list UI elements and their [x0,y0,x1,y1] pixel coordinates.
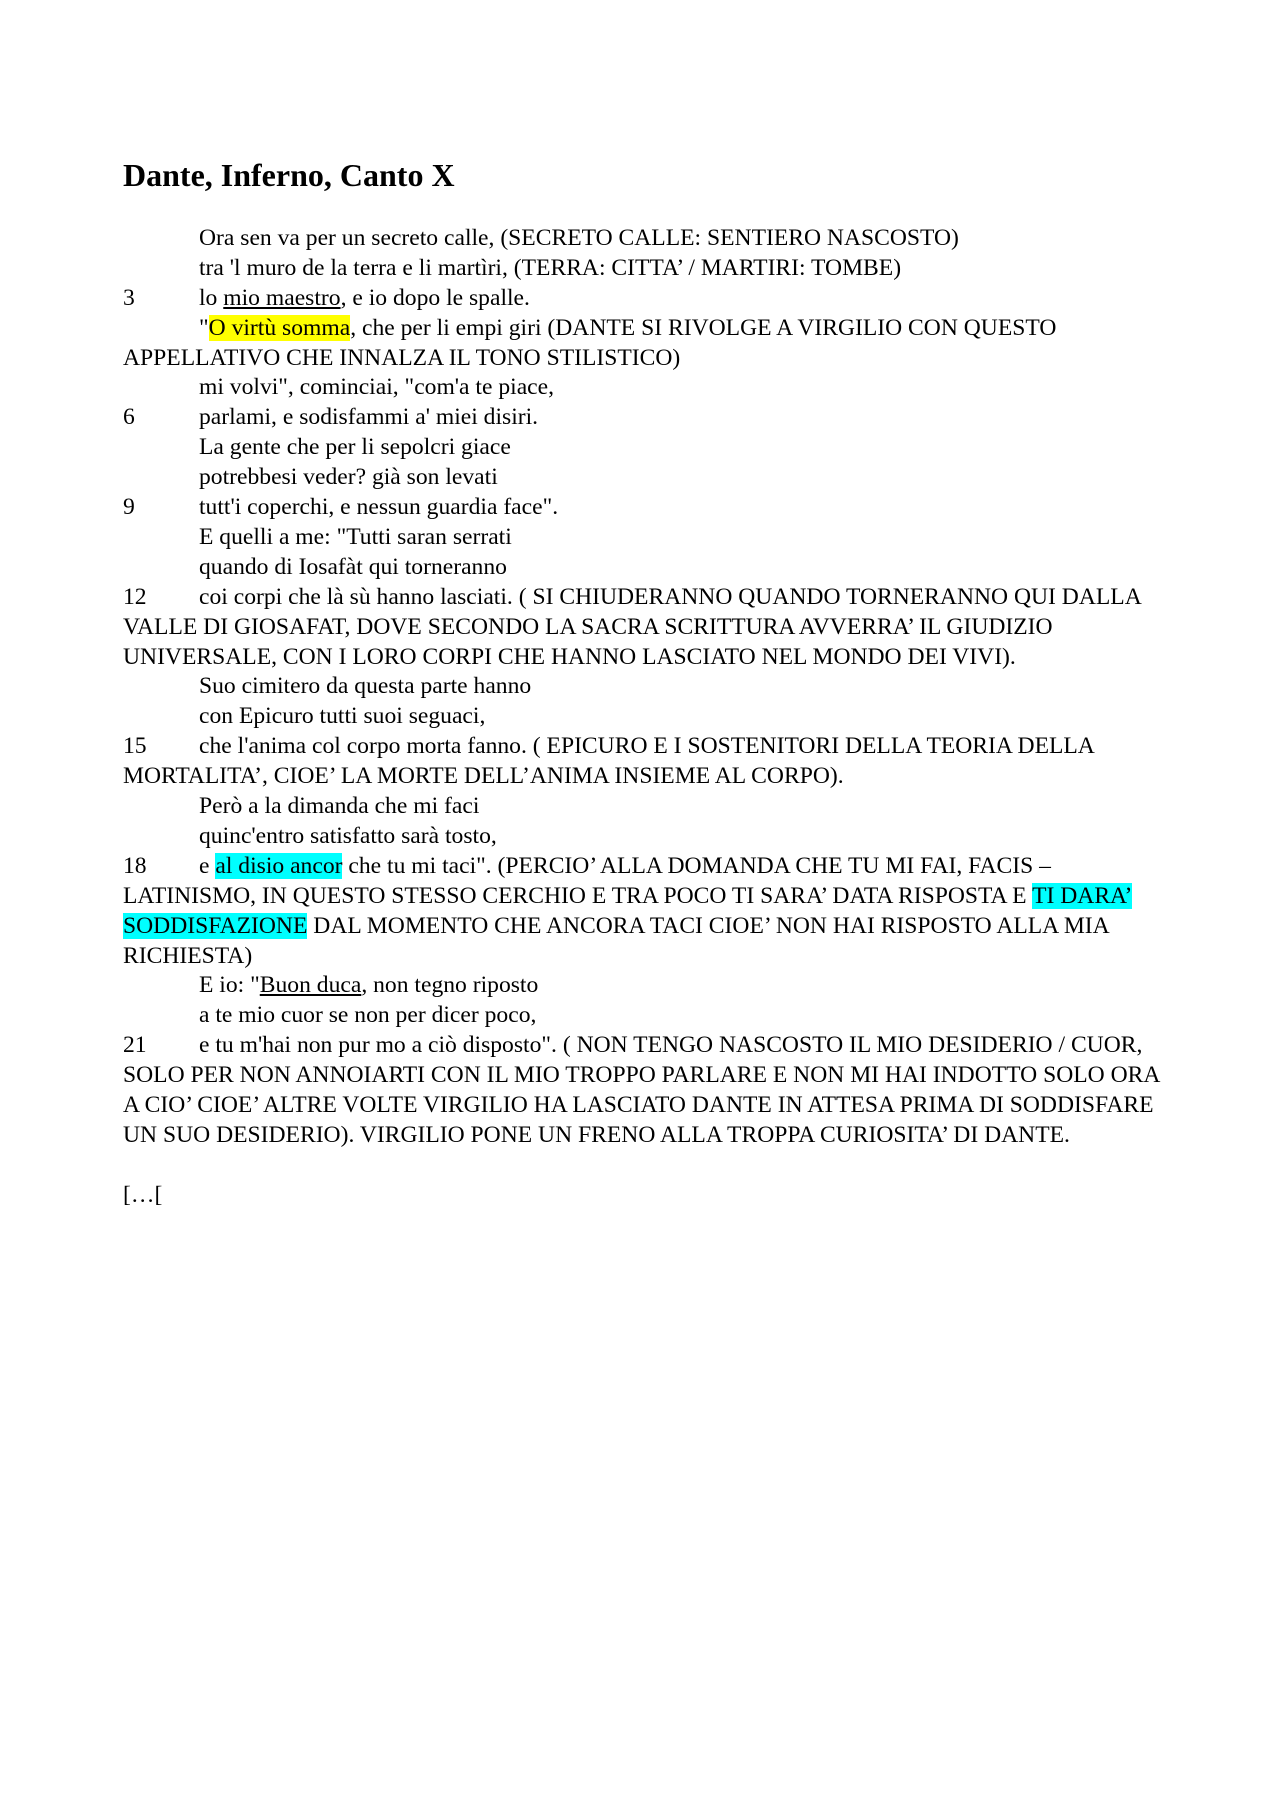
blank-line [123,1151,1168,1181]
verse-line-10: E quelli a me: "Tutti saran serrati [199,523,512,550]
verse-line-2: tra 'l muro de la terra e li martìri, (TERRA: CITTA’ / MARTIRI: TOMBE) [199,254,902,281]
underlined-text: mio maestro [223,284,341,311]
verse-line-9: 9 tutt'i coperchi, e nessun guardia face". [123,493,1168,523]
verse-line-1: Ora sen va per un secreto calle, (SECRETO CALLE: SENTIERO NASCOSTO) [199,225,959,251]
yellow-highlight: O virtù somma [208,314,351,341]
verse-line-11: quando di Iosafàt qui torneranno [199,553,507,580]
line-number: 12 [123,583,147,610]
verse-line-15: 15 che l'anima col corpo morta fanno. ( EPICURO E I SOSTENITORI DELLA TEORIA DELLA MORTALITA’, CIOE’ LA MORTE DELL’ANIMA INSIEME AL CORPO). [123,733,1094,790]
verse-line-6: 6 parlami, e sodisfammi a' miei disiri. [123,403,1168,433]
cyan-highlight: al disio ancor [215,852,343,879]
verse-line-21: 21 e tu m'hai non pur mo a ciò disposto". ( NON TENGO NASCOSTO IL MIO DESIDERIO / CUOR, SOLO PER NON ANNOIARTI CON IL MIO TROPPO PARLARE E NON MI HAI INDOTTO SOLO ORA A CIO’ CIOE’ ALTRE VOLTE VIRGILIO HA LASCIATO DANTE IN ATTESA PRIMA DI SODDISFARE UN SUO DESIDERIO). VIRGILIO PONE UN FRENO ALLA TROPPA CURIOSITA’ DI DANTE. [123,1032,1160,1148]
line-number: 9 [123,494,135,521]
verse-line-17: quinc'entro satisfatto sarà tosto, [199,822,497,849]
verse-line-13: Suo cimitero da questa parte hanno [199,673,532,700]
verse-line-7: La gente che per li sepolcri giace [199,434,511,461]
verse-line-5: mi volvi", cominciai, "com'a te piace, [199,374,555,401]
verse-line-12: 12 coi corpi che là sù hanno lasciati. ( SI CHIUDERANNO QUANDO TORNERANNO QUI DALLA VALLE DI GIOSAFAT, DOVE SECONDO LA SACRA SCRITTURA AVVERRA’ IL GIUDIZIO UNIVERSALE, CON I LORO CORPI CHE HANNO LASCIATO NEL MONDO DEI VIVI). [123,583,1141,670]
verse-line-8: potrebbesi veder? già son levati [199,464,498,491]
verse-line-19: E io: "Buon duca, non tegno riposto [199,972,539,999]
verse-line-20: a te mio cuor se non per dicer poco, [199,1002,537,1029]
underlined-text: Buon duca [259,972,362,999]
verse-line-3: 3 lo mio maestro, e io dopo le spalle. [123,284,1168,314]
verse-line-18: 18 e al disio ancor che tu mi taci". (PERCIO’ ALLA DOMANDA CHE TU MI FAI, FACIS – LATINISMO, IN QUESTO STESSO CERCHIO E TRA POCO TI SARA’ DATA RISPOSTA E TI DARA’ SODDISFAZIONE DAL MOMENTO CHE ANCORA TACI CIOE’ NON HAI RISPOSTO ALLA MIA RICHIESTA) [123,852,1133,969]
verse-line-14: con Epicuro tutti suoi seguaci, [199,703,486,730]
document-body [123,224,1168,1211]
document-title: Dante, Inferno, Canto X [123,157,455,193]
line-number: 21 [123,1032,147,1059]
line-number: 18 [123,852,147,879]
verse-line-16: Però a la dimanda che mi faci [199,793,480,820]
line-number: 15 [123,733,147,760]
cyan-highlight: TI DARA’ SODDISFAZIONE [123,882,1133,939]
verse-line-4: "O virtù somma, che per li empi giri (DANTE SI RIVOLGE A VIRGILIO CON QUESTO APPELLATIVO CHE INNALZA IL TONO STILISTICO) [123,314,1057,371]
line-number: 3 [123,284,135,311]
line-number: 6 [123,404,135,431]
ellipsis-marker: […[ [123,1181,163,1208]
